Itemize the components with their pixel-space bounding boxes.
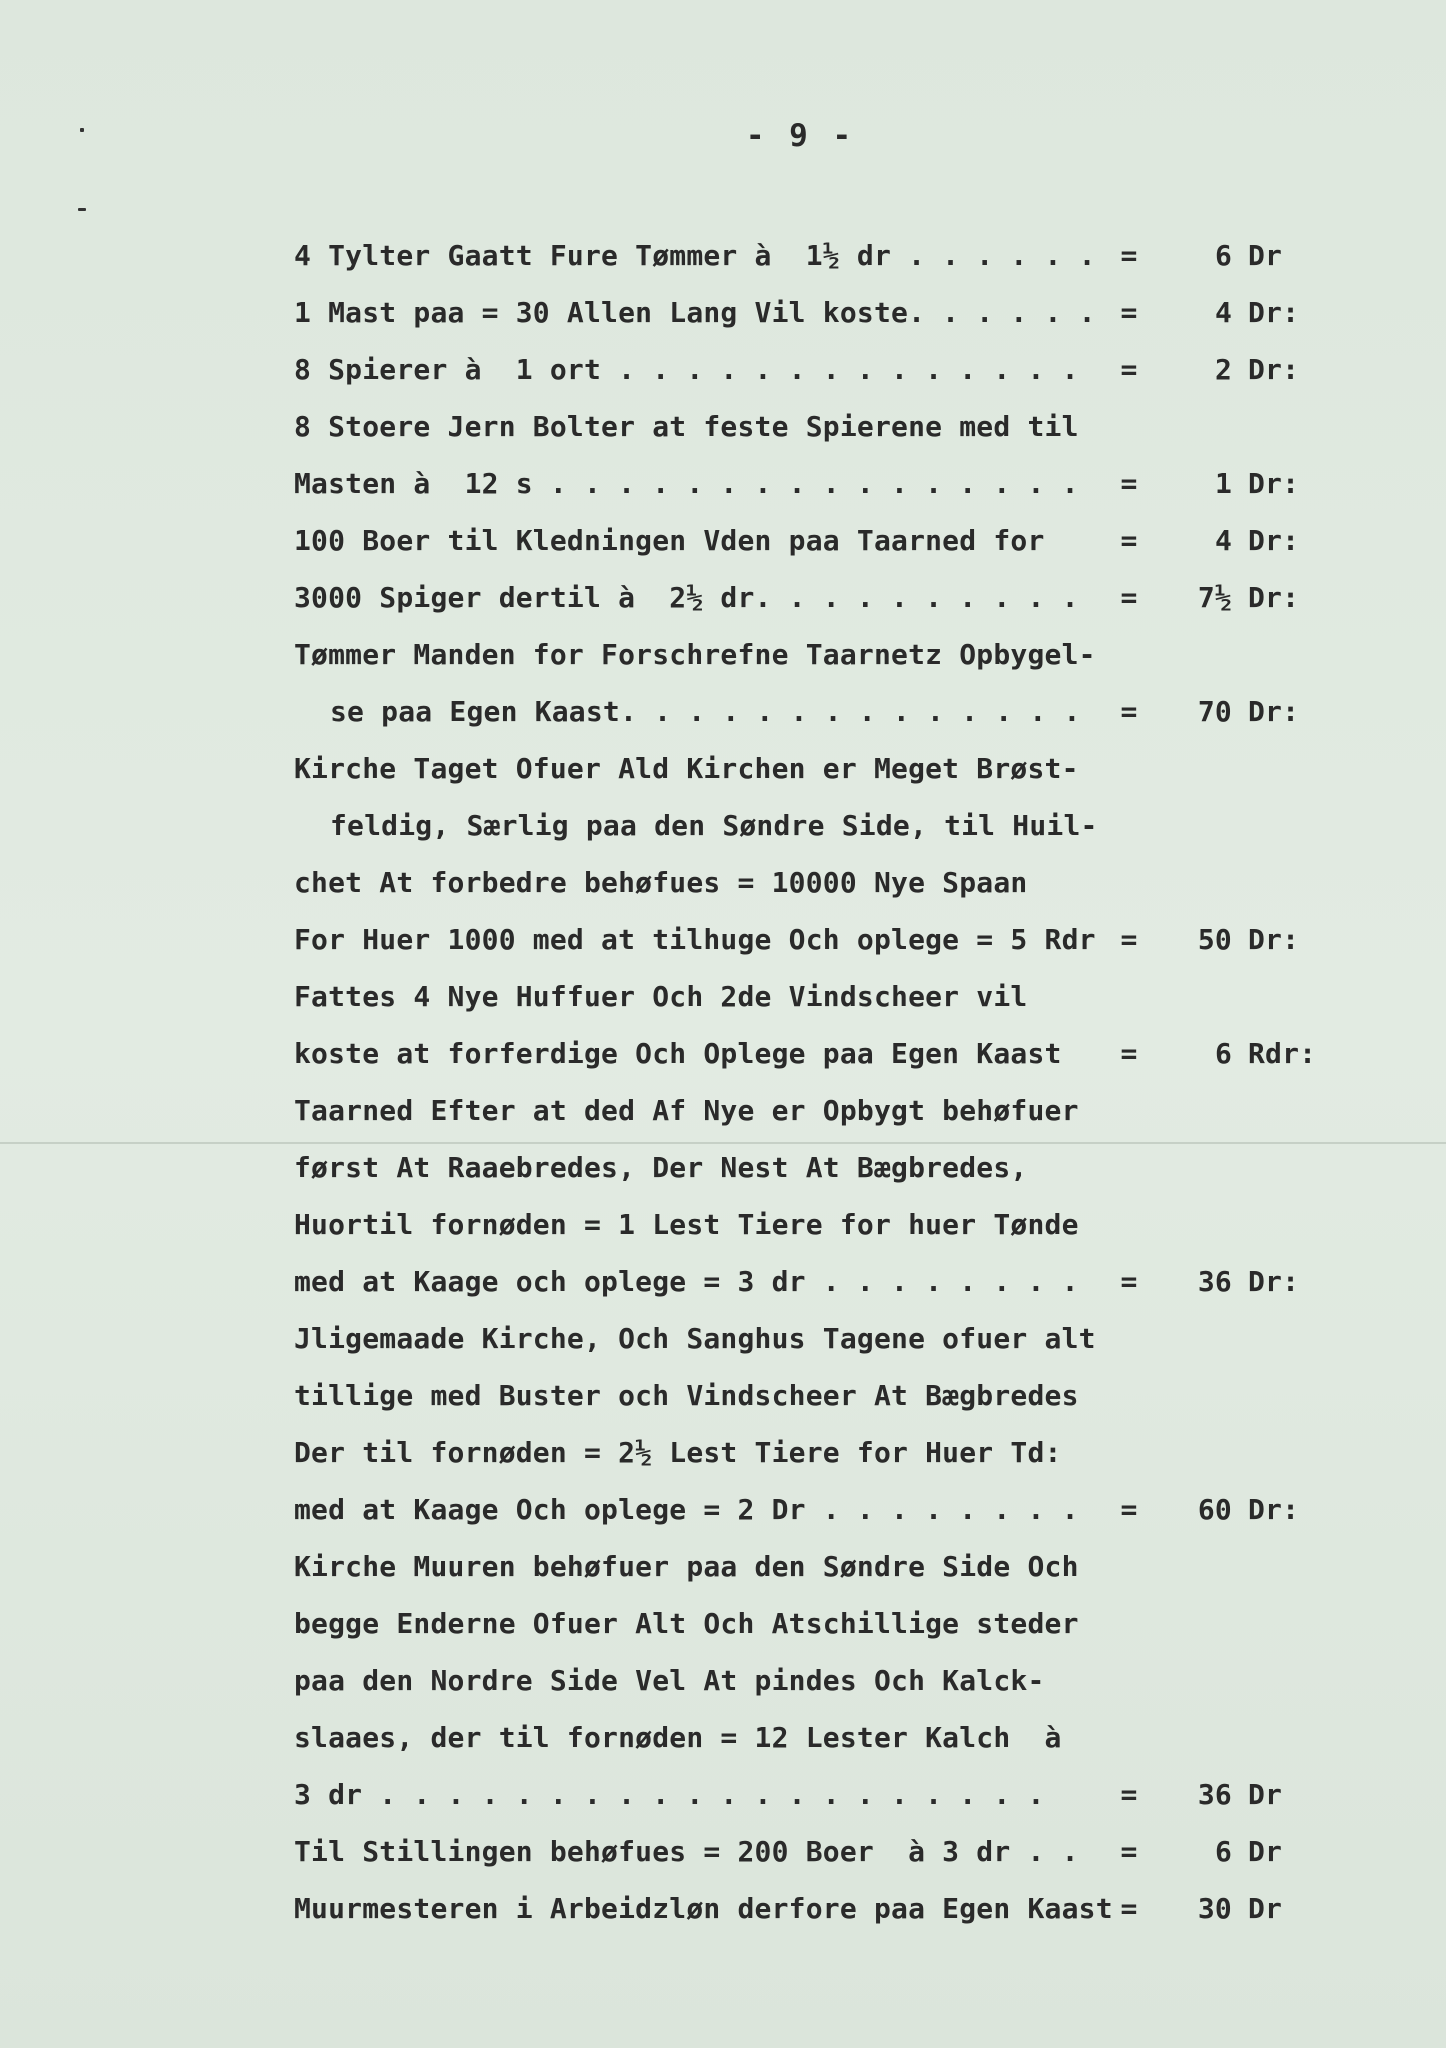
- line-description: med at Kaage och oplege = 3 dr . . . . . . . .: [294, 1265, 1079, 1298]
- line-description: 8 Stoere Jern Bolter at feste Spierene med til: [294, 410, 1079, 443]
- line-unit: Rdr:: [1248, 1037, 1317, 1070]
- line-unit: Dr:: [1248, 695, 1300, 728]
- line-equals: =: [1120, 1037, 1138, 1070]
- line-unit: Dr: [1248, 239, 1283, 272]
- line-description: slaaes, der til fornøden = 12 Lester Kalch à: [294, 1721, 1062, 1754]
- line-description: paa den Nordre Side Vel At pindes Och Kalck-: [294, 1664, 1045, 1697]
- line-description: Taarned Efter at ded Af Nye er Opbygt behøfuer: [294, 1094, 1079, 1127]
- line-description: chet At forbedre behøfues = 10000 Nye Spaan: [294, 866, 1028, 899]
- line-amount: 36: [1197, 1778, 1232, 1811]
- line-unit: Dr:: [1248, 1493, 1300, 1526]
- line-description: For Huer 1000 med at tilhuge Och oplege = 5 Rdr: [294, 923, 1096, 956]
- line-amount: 6: [1214, 1037, 1232, 1070]
- line-description: 1 Mast paa = 30 Allen Lang Vil koste. . . . . .: [294, 296, 1096, 329]
- line-equals: =: [1120, 239, 1138, 272]
- line-description: 3 dr . . . . . . . . . . . . . . . . . . . .: [294, 1778, 1045, 1811]
- line-equals: =: [1120, 695, 1138, 728]
- line-description: Jligemaade Kirche, Och Sanghus Tagene ofuer alt: [294, 1322, 1096, 1355]
- line-equals: =: [1120, 467, 1138, 500]
- line-amount: 1: [1214, 467, 1232, 500]
- line-equals: =: [1120, 1892, 1138, 1925]
- line-unit: Dr:: [1248, 353, 1300, 386]
- line-description: Huortil fornøden = 1 Lest Tiere for huer Tønde: [294, 1208, 1079, 1241]
- line-description: Til Stillingen behøfues = 200 Boer à 3 dr . .: [294, 1835, 1079, 1868]
- line-unit: Dr:: [1248, 467, 1300, 500]
- line-unit: Dr: [1248, 1892, 1283, 1925]
- line-description: begge Enderne Ofuer Alt Och Atschillige steder: [294, 1607, 1079, 1640]
- line-unit: Dr:: [1248, 524, 1300, 557]
- line-unit: Dr: [1248, 1835, 1283, 1868]
- line-unit: Dr:: [1248, 923, 1300, 956]
- line-description: 8 Spierer à 1 ort . . . . . . . . . . . . . .: [294, 353, 1079, 386]
- line-amount: 4: [1214, 524, 1232, 557]
- line-equals: =: [1120, 1835, 1138, 1868]
- line-description: Kirche Taget Ofuer Ald Kirchen er Meget Brøst-: [294, 752, 1079, 785]
- line-amount: 6: [1214, 239, 1232, 272]
- line-equals: =: [1120, 1265, 1138, 1298]
- line-amount: 50: [1197, 923, 1232, 956]
- line-description: Der til fornøden = 2½ Lest Tiere for Huer Td:: [294, 1436, 1062, 1469]
- line-description: koste at forferdige Och Oplege paa Egen Kaast: [294, 1037, 1062, 1070]
- line-equals: =: [1120, 581, 1138, 614]
- page-fold-line: [0, 1142, 1446, 1144]
- line-description: se paa Egen Kaast. . . . . . . . . . . . . .: [330, 695, 1081, 728]
- line-amount: 4: [1214, 296, 1232, 329]
- line-equals: =: [1120, 1778, 1138, 1811]
- line-equals: =: [1120, 1493, 1138, 1526]
- line-amount: 2: [1214, 353, 1232, 386]
- line-description: Fattes 4 Nye Huffuer Och 2de Vindscheer vil: [294, 980, 1028, 1013]
- line-unit: Dr:: [1248, 1265, 1300, 1298]
- line-equals: =: [1120, 296, 1138, 329]
- line-amount: 30: [1197, 1892, 1232, 1925]
- page-number: - 9 -: [745, 118, 855, 154]
- line-amount: 60: [1197, 1493, 1232, 1526]
- line-unit: Dr:: [1248, 581, 1300, 614]
- line-description: 3000 Spiger dertil à 2½ dr. . . . . . . . . .: [294, 581, 1079, 614]
- line-description: 100 Boer til Kledningen Vden paa Taarned for: [294, 524, 1045, 557]
- line-description: med at Kaage Och oplege = 2 Dr . . . . . . . .: [294, 1493, 1079, 1526]
- line-amount: 70: [1197, 695, 1232, 728]
- line-equals: =: [1120, 524, 1138, 557]
- line-description: først At Raaebredes, Der Nest At Bægbredes,: [294, 1151, 1028, 1184]
- line-description: Masten à 12 s . . . . . . . . . . . . . . . .: [294, 467, 1079, 500]
- line-description: feldig, Særlig paa den Søndre Side, til Huil-: [330, 809, 1098, 842]
- margin-mark: [78, 208, 86, 211]
- line-description: Muurmesteren i Arbeidzløn derfore paa Egen Kaast: [294, 1892, 1113, 1925]
- line-amount: 6: [1214, 1835, 1232, 1868]
- line-description: Kirche Muuren behøfuer paa den Søndre Side Och: [294, 1550, 1079, 1583]
- line-unit: Dr: [1248, 1778, 1283, 1811]
- line-unit: Dr:: [1248, 296, 1300, 329]
- line-description: 4 Tylter Gaatt Fure Tømmer à 1½ dr . . . . . .: [294, 239, 1096, 272]
- line-amount: 36: [1197, 1265, 1232, 1298]
- line-description: tillige med Buster och Vindscheer At Bægbredes: [294, 1379, 1079, 1412]
- line-equals: =: [1120, 923, 1138, 956]
- line-equals: =: [1120, 353, 1138, 386]
- line-description: Tømmer Manden for Forschrefne Taarnetz Opbygel-: [294, 638, 1096, 671]
- line-amount: 7½: [1197, 581, 1232, 614]
